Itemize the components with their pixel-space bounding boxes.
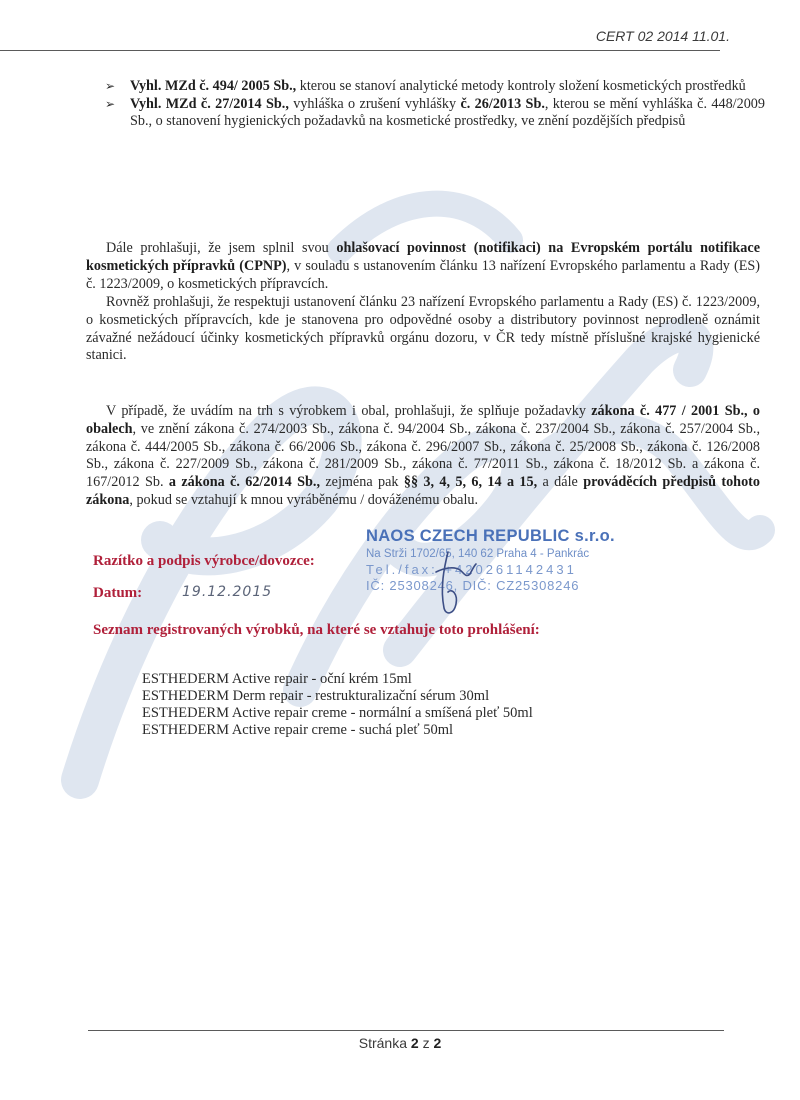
- product-list-heading: Seznam registrovaných výrobků, na které se vztahuje toto prohlášení:: [93, 622, 540, 638]
- stamp-ids: IČ: 25308246, DIČ: CZ25308246: [366, 578, 580, 593]
- of-word: z: [422, 1035, 430, 1051]
- packaging-paragraph: [86, 403, 760, 510]
- regulation-ref: č. 26/2013 Sb.: [460, 95, 545, 112]
- page-number: [0, 1035, 800, 1051]
- product-item: ESTHEDERM Active repair creme - normální a smíšená pleť 50ml: [142, 705, 533, 721]
- paragraph-emphasis: prováděcích předpisů tohoto zákona: [86, 474, 760, 508]
- arrow-bullet-icon: ➢: [105, 79, 116, 93]
- regulation-title: Vyhl. MZd č. 27/2014 Sb.,: [130, 95, 289, 112]
- product-item: ESTHEDERM Active repair - oční krém 15ml: [142, 671, 412, 687]
- product-item: ESTHEDERM Active repair creme - suchá pleť 50ml: [142, 722, 454, 738]
- stamp-company-name: NAOS CZECH REPUBLIC s.r.o.: [366, 527, 615, 545]
- handwritten-date: 19.12.2015: [182, 584, 273, 600]
- regulations-list: [105, 78, 765, 131]
- stamp-address: Na Strži 1702/65, 140 62 Praha 4 - Pankrác: [366, 548, 590, 560]
- header-divider: [0, 50, 720, 51]
- regulation-item: [105, 78, 765, 96]
- product-item: ESTHEDERM Derm repair - restrukturalizační sérum 30ml: [142, 688, 490, 704]
- regulation-item: [105, 96, 765, 131]
- paragraph-emphasis: ohlašovací povinnost (notifikaci) na Evropském portálu notifikace kosmetických přípravků (CPNP): [86, 240, 760, 274]
- company-stamp: [366, 527, 615, 593]
- stamp-signature-label: Razítko a podpis výrobce/dovozce:: [93, 553, 315, 569]
- paragraph-text: zejména pak: [320, 474, 404, 491]
- paragraph-text: , ve znění zákona č. 274/2003 Sb., zákona č. 94/2004 Sb., zákona č. 237/2004 Sb., zákona č. 257/2004 Sb., zákona č. 444/2005 Sb., zákona č. 66/2006 Sb., zákona č. 296/2007 Sb., zákona č. 25/2008 Sb., zákona č. 126/2008 Sb., zákona č. 227/2009 Sb., zákona č. 281/2009 Sb., zákona č. 77/2011 Sb., zákona č. 18/2012 Sb. a zákona č. 167/2012 Sb.: [86, 420, 760, 491]
- regulation-text: , kterou se mění vyhláška č. 448/2009 Sb., o stanovení hygienických požadavků na kosmetické prostředky, ve znění pozdějších předpisů: [130, 95, 765, 129]
- stamp-phone: Tel./fax: +420261142431: [366, 562, 577, 577]
- paragraph-text: , v souladu s ustanovením článku 13 nařízení Evropského parlamentu a Rady (ES) č. 1223/2009, o kosmetických přípravcích.: [86, 257, 760, 292]
- regulation-title: Vyhl. MZd č. 494/ 2005 Sb.,: [130, 78, 297, 94]
- total-pages: 2: [433, 1035, 442, 1051]
- footer-divider: [88, 1030, 724, 1031]
- regulation-text: kterou se stanoví analytické metody kontroly složení kosmetických prostředků: [296, 78, 746, 94]
- cpnp-declaration-paragraph: [86, 240, 760, 293]
- paragraph-text: , pokud se vztahují k mnou vyráběnému / dováženému obalu.: [129, 491, 479, 508]
- regulation-text: vyhláška o zrušení vyhlášky: [288, 95, 461, 112]
- paragraph-emphasis: zákona č. 477 / 2001 Sb., o obalech: [86, 403, 760, 437]
- arrow-bullet-icon: ➢: [105, 96, 116, 111]
- paragraph-text: Dále prohlašuji, že jsem splnil svou: [106, 240, 337, 256]
- document-code: CERT 02 2014 11.01.: [595, 28, 730, 44]
- date-label: Datum:: [93, 585, 143, 601]
- article23-paragraph: Rovněž prohlašuji, že respektuji ustanovení článku 23 nařízení Evropského parlamentu a Rady (ES) č. 1223/2009, o kosmetických přípravcích, kde je stanovena pro odpovědné osoby a distributory povinnost neprodleně oznámit závažné nežádoucí účinky kosmetických přípravků orgánu dozoru, v ČR tedy místně příslušné krajské hygienické stanici.: [86, 294, 760, 364]
- paragraph-emphasis: a zákona č. 62/2014 Sb.,: [168, 474, 320, 491]
- handwritten-signature: [430, 548, 480, 618]
- page-word: Stránka: [358, 1035, 407, 1051]
- paragraph-text: a dále: [537, 474, 584, 491]
- paragraph-emphasis: §§ 3, 4, 5, 6, 14 a 15,: [403, 474, 538, 491]
- product-list: [142, 671, 533, 739]
- paragraph-text: V případě, že uvádím na trh s výrobkem i obal, prohlašuji, že splňuje požadavky: [106, 403, 592, 419]
- current-page: 2: [410, 1035, 419, 1051]
